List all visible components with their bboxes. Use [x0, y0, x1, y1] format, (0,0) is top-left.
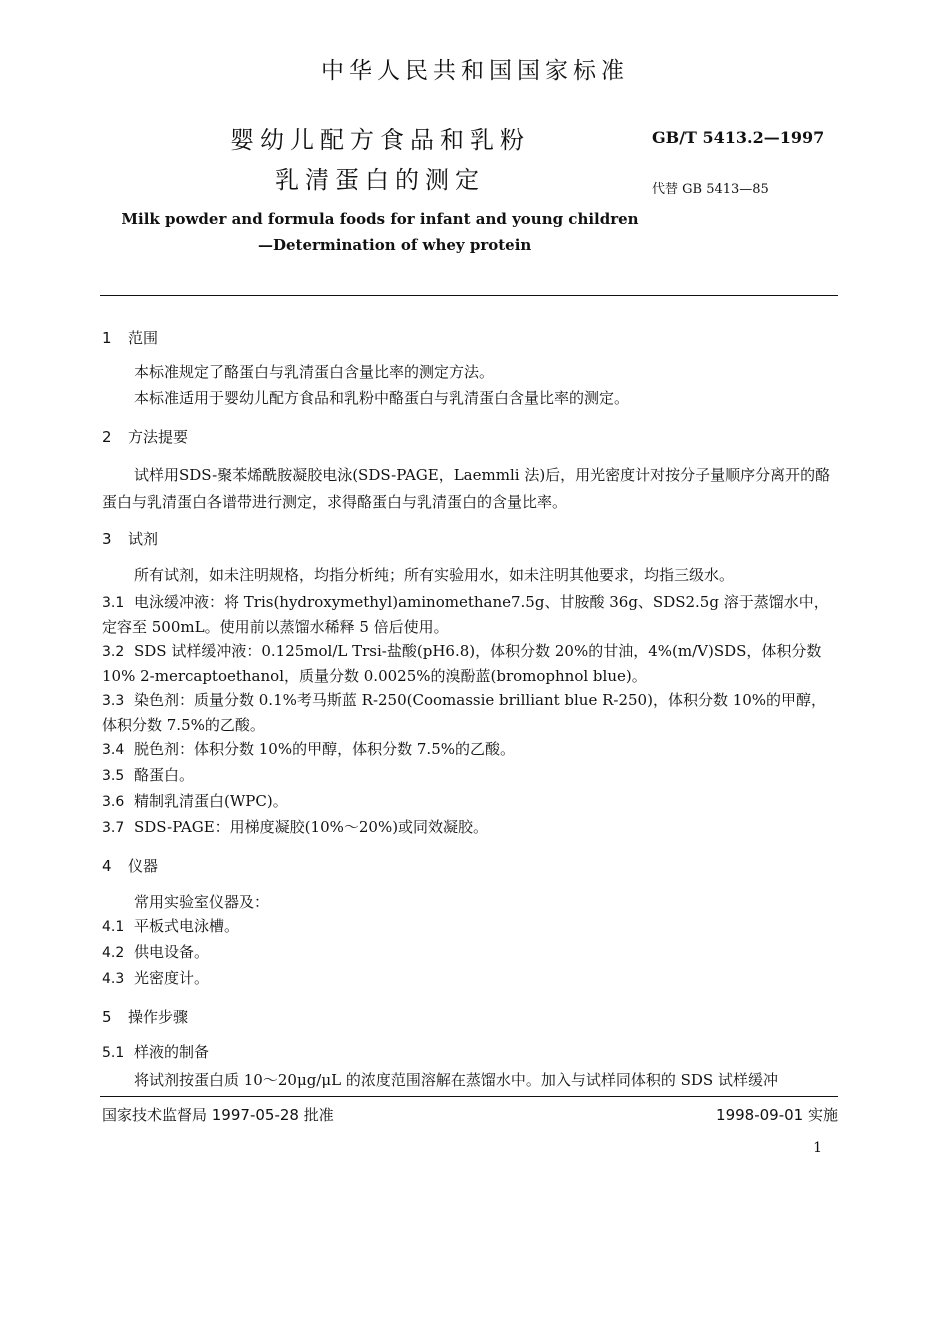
section-number: 3	[102, 530, 112, 548]
list-item	[102, 737, 838, 762]
item-number: 3.5	[102, 768, 125, 784]
item-text: 染色剂：质量分数 0.1%考马斯蓝 R-250(Coomassie brilliant blue R-250)，体积分数 10%的甲醇，体积分数 7.5%的乙酸。	[102, 691, 827, 734]
title-en-line2: —Determination of whey protein	[258, 236, 532, 254]
section-number: 1	[102, 329, 112, 347]
list-item	[102, 914, 838, 939]
section-1-heading	[102, 327, 158, 348]
list-item	[102, 966, 838, 991]
item-text: 脱色剂：体积分数 10%的甲醇，体积分数 7.5%的乙酸。	[134, 740, 515, 758]
paragraph: 本标准适用于婴幼儿配方食品和乳粉中酪蛋白与乳清蛋白含量比率的测定。	[134, 389, 630, 407]
replaces-standard: 代替 GB 5413—85	[652, 182, 769, 197]
paragraph: 所有试剂，如未注明规格，均指分析纯；所有实验用水，如未注明其他要求，均指三级水。	[134, 566, 735, 584]
section-title: 试剂	[128, 530, 159, 548]
paragraph: 本标准规定了酪蛋白与乳清蛋白含量比率的测定方法。	[134, 363, 495, 381]
list-item	[102, 940, 838, 965]
footer-divider	[100, 1096, 838, 1097]
issuing-organization: 中华人民共和国国家标准	[321, 58, 629, 84]
section-2-heading	[102, 426, 188, 447]
item-text: 供电设备。	[134, 943, 210, 961]
item-text: 电泳缓冲液：将 Tris(hydroxymethyl)aminomethane7.5g、甘胺酸 36g、SDS2.5g 溶于蒸馏水中，定容至 500mL。使用前以蒸馏水稀释 5 倍后使用。	[102, 593, 829, 636]
section-title: 方法提要	[128, 428, 189, 446]
standard-code: GB/T 5413.2—1997	[652, 128, 825, 147]
section-number: 4	[102, 857, 112, 875]
item-number: 4.3	[102, 971, 125, 987]
section-title: 范围	[128, 329, 159, 347]
section-4-heading	[102, 855, 158, 876]
list-item	[102, 815, 838, 840]
title-cn-line2: 乳清蛋白的测定	[275, 166, 485, 194]
item-number: 3.2	[102, 644, 125, 660]
paragraph: 试样用SDS-聚苯烯酰胺凝胶电泳(SDS-PAGE，Laemmli 法)后，用光密度计对按分子量顺序分离开的酪蛋白与乳清蛋白各谱带进行测定，求得酪蛋白与乳清蛋白的含量比率。	[102, 466, 831, 511]
item-number: 4.2	[102, 945, 125, 961]
item-number: 3.1	[102, 595, 125, 611]
section-5-heading	[102, 1006, 188, 1027]
section-title: 仪器	[128, 857, 159, 875]
item-text: SDS-PAGE：用梯度凝胶(10%～20%)或同效凝胶。	[134, 818, 489, 836]
item-number: 3.7	[102, 820, 125, 836]
section-number: 5	[102, 1008, 112, 1026]
list-item	[102, 789, 838, 814]
paragraph: 将试剂按蛋白质 10～20μg/μL 的浓度范围溶解在蒸馏水中。加入与试样同体积的 SDS 试样缓冲	[134, 1071, 778, 1089]
item-number: 5.1	[102, 1045, 125, 1061]
list-item	[102, 590, 838, 639]
title-cn-line1: 婴幼儿配方食品和乳粉	[230, 126, 530, 154]
page-number: 1	[813, 1140, 822, 1156]
effective-date: 1998-09-01 实施	[716, 1106, 838, 1124]
item-number: 3.6	[102, 794, 125, 810]
item-number: 3.3	[102, 693, 125, 709]
item-number: 3.4	[102, 742, 125, 758]
subsection-heading	[102, 1040, 838, 1065]
item-text: 光密度计。	[134, 969, 210, 987]
item-text: 精制乳清蛋白(WPC)。	[134, 792, 288, 810]
title-en-line1: Milk powder and formula foods for infant and young children	[121, 210, 639, 228]
section-title: 操作步骤	[128, 1008, 189, 1026]
list-item	[102, 639, 838, 688]
header-divider	[100, 295, 838, 296]
item-text: SDS 试样缓冲液：0.125mol/L Trsi-盐酸(pH6.8)，体积分数 20%的甘油，4%(m/V)SDS，体积分数 10% 2-mercaptoethanol，质量分数 0.0025%的溴酚蓝(bromophnol blue)。	[102, 642, 822, 685]
section-number: 2	[102, 428, 112, 446]
item-number: 4.1	[102, 919, 125, 935]
item-text: 平板式电泳槽。	[134, 917, 240, 935]
approval-date: 国家技术监督局 1997-05-28 批准	[102, 1106, 334, 1124]
list-item	[102, 688, 838, 737]
item-text: 样液的制备	[134, 1043, 210, 1061]
paragraph: 常用实验室仪器及：	[134, 893, 270, 911]
list-item	[102, 763, 838, 788]
item-text: 酪蛋白。	[134, 766, 195, 784]
section-3-heading	[102, 528, 158, 549]
